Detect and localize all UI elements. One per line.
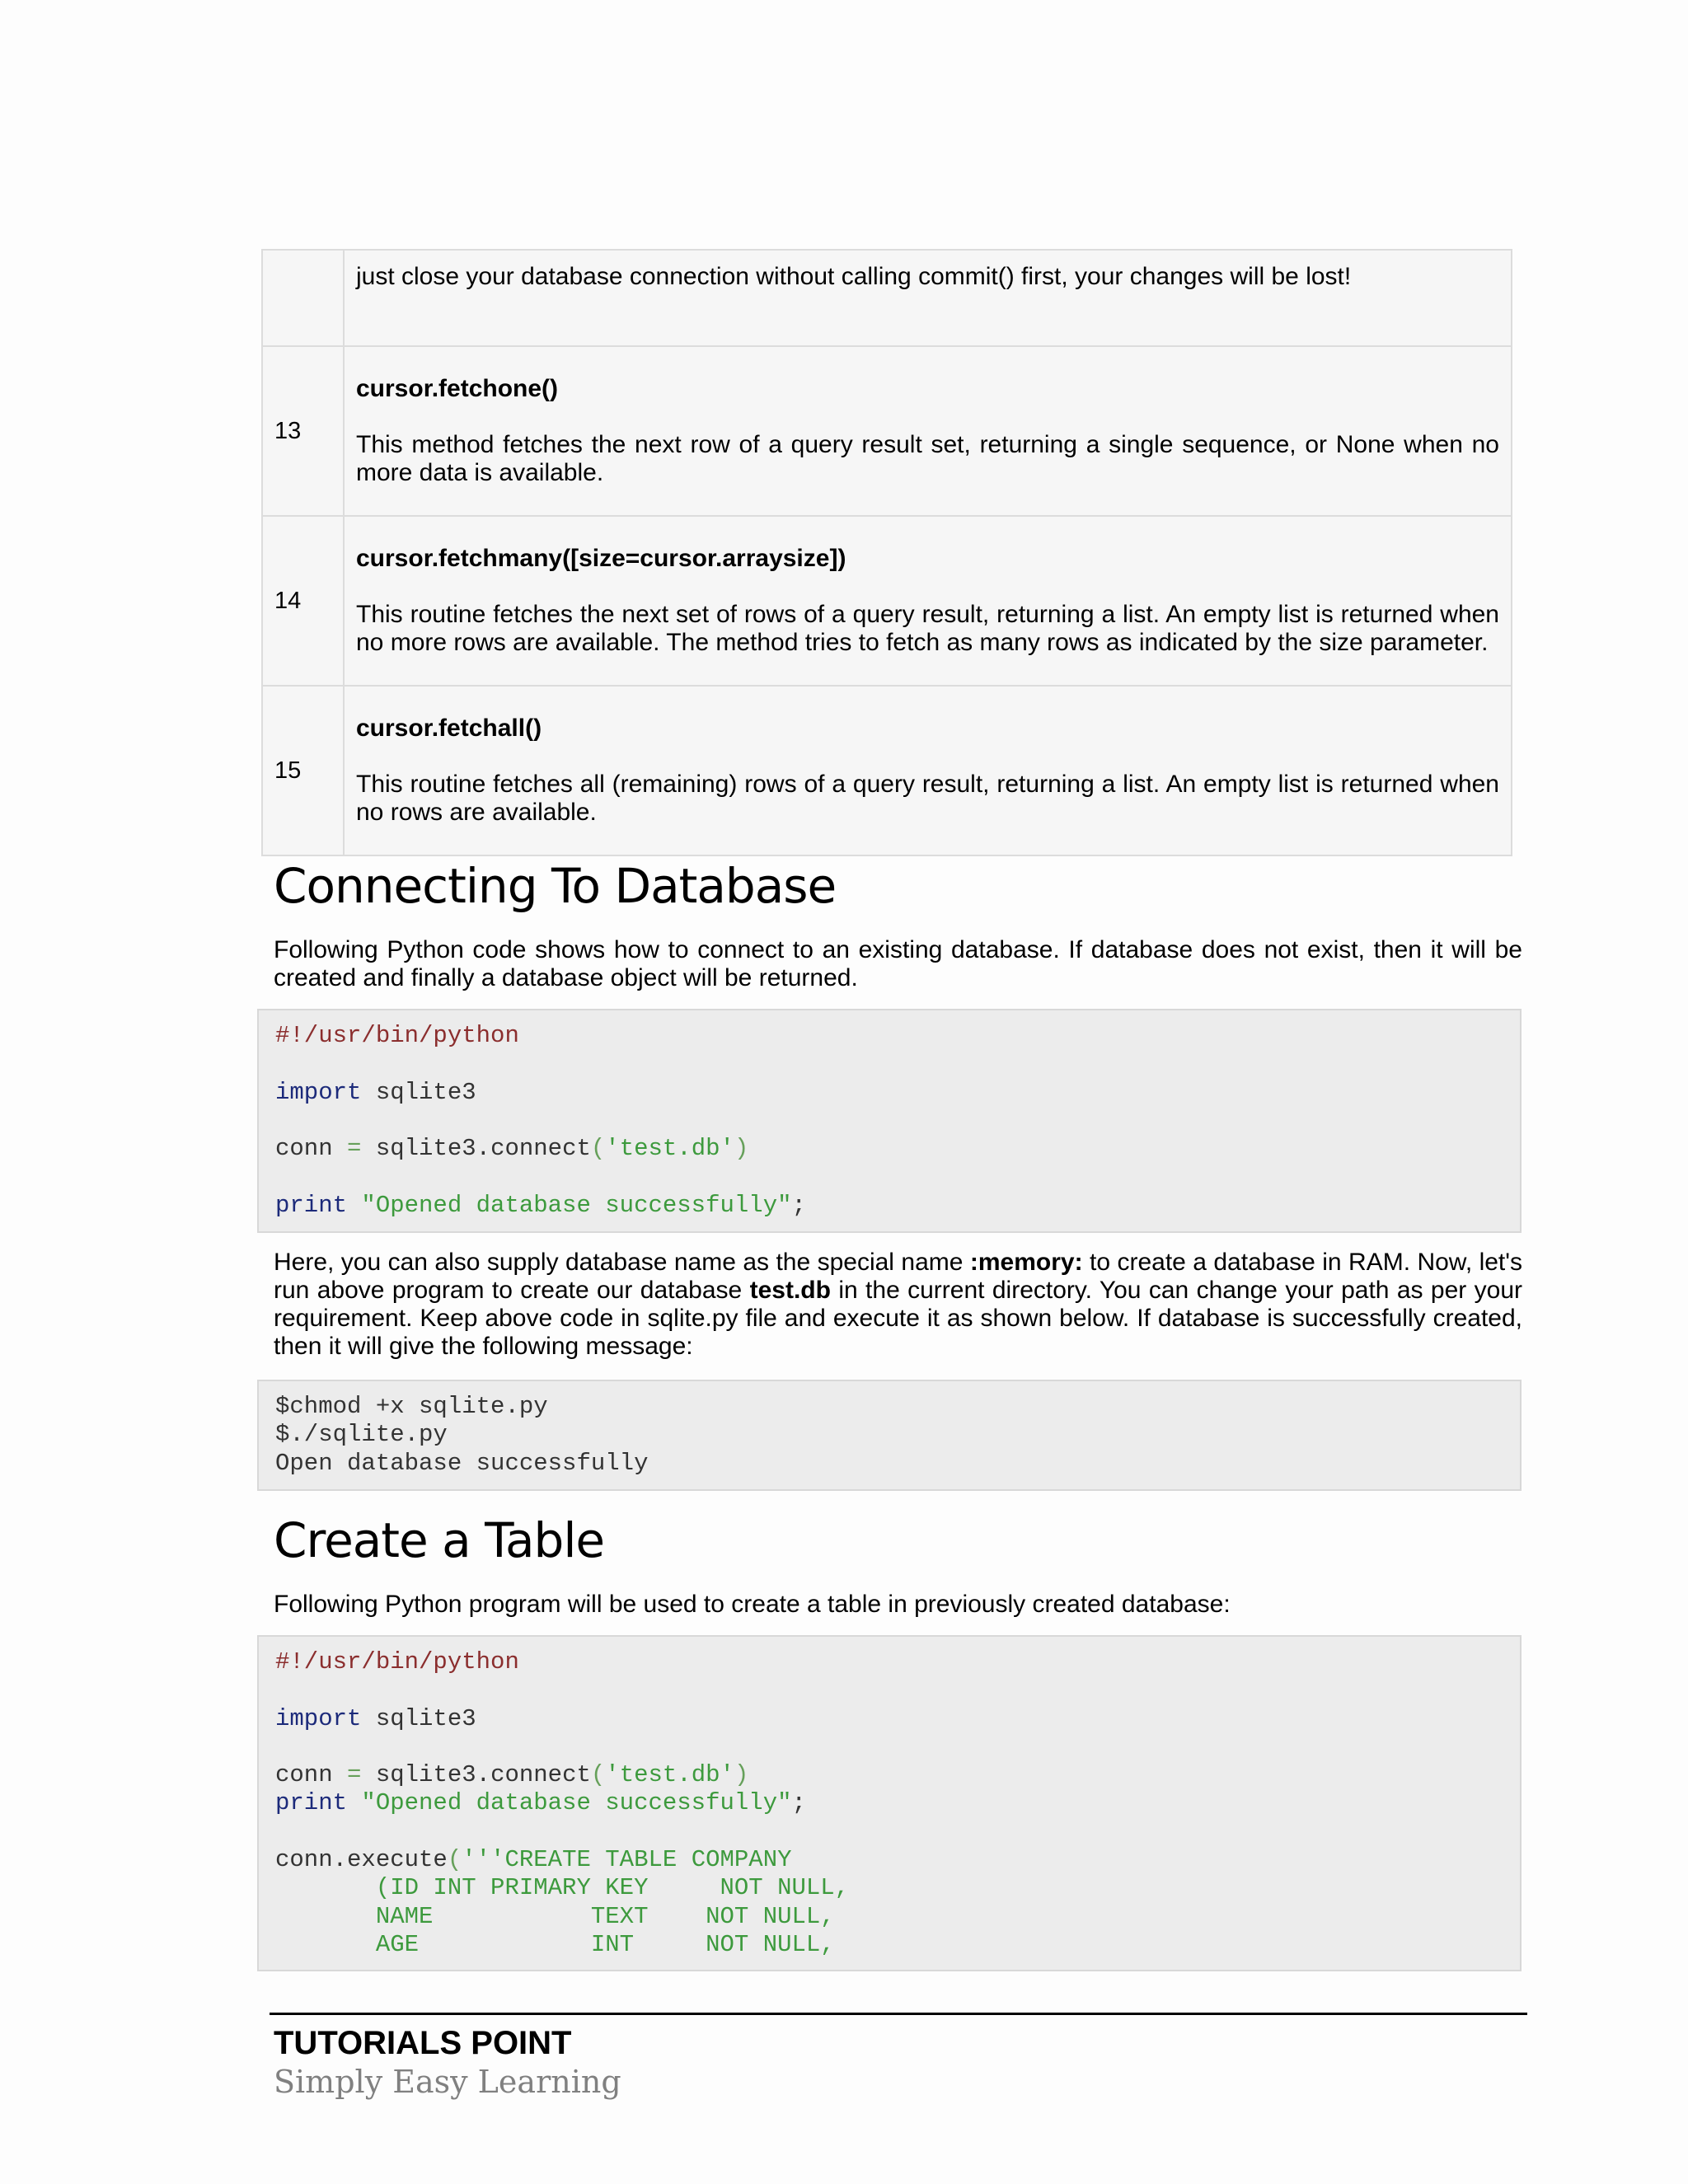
code-paren: (	[447, 1846, 462, 1874]
create-intro-paragraph: Following Python program will be used to create a table in previously created database:	[274, 1591, 1231, 1618]
code-semicolon: ;	[791, 1191, 806, 1219]
code-shebang: #!/usr/bin/python	[275, 1022, 519, 1049]
code-sql-line: (ID INT PRIMARY KEY NOT NULL,	[275, 1874, 850, 1902]
code-string: "Opened database successfully"	[347, 1191, 792, 1219]
code-function-call: sqlite3.connect	[375, 1761, 591, 1789]
code-paren: )	[734, 1135, 749, 1163]
row-number: 13	[262, 346, 344, 516]
memory-keyword: :memory:	[969, 1249, 1083, 1276]
explanation-text: to create a database in RAM. Now, let's run above program to create our database	[274, 1249, 1522, 1304]
code-paren: (	[590, 1135, 606, 1163]
code-variable: conn	[275, 1135, 333, 1163]
code-function-call: sqlite3.connect	[375, 1135, 591, 1163]
table-row	[262, 516, 1512, 686]
explanation-text: Here, you can also supply database name as the special name	[274, 1249, 970, 1276]
create-table-code-block	[257, 1635, 1522, 1971]
method-name: cursor.fetchmany([size=cursor.arraysize])	[356, 545, 846, 572]
code-string: 'test.db'	[605, 1761, 734, 1789]
code-string: 'test.db'	[605, 1135, 734, 1163]
code-string: "Opened database successfully"	[347, 1789, 792, 1817]
connect-explanation-paragraph	[274, 1249, 1522, 1361]
footer-brand: TUTORIALS POINT	[274, 2025, 572, 2061]
code-variable: conn	[275, 1761, 333, 1789]
table-row	[262, 686, 1512, 855]
row-number: 15	[262, 686, 344, 855]
code-keyword-print: print	[275, 1789, 348, 1817]
table-row	[262, 250, 1512, 346]
code-sql-line: '''CREATE TABLE COMPANY	[462, 1846, 792, 1874]
row-number: 14	[262, 516, 344, 686]
code-module: sqlite3	[361, 1078, 476, 1106]
row-number-cell	[262, 250, 344, 346]
code-keyword-print: print	[275, 1191, 348, 1219]
code-semicolon: ;	[791, 1789, 806, 1817]
code-sql-line: AGE INT NOT NULL,	[275, 1930, 835, 1958]
section-heading-create: Create a Table	[274, 1512, 605, 1568]
code-module: sqlite3	[361, 1704, 476, 1732]
code-function-call: conn.execute	[275, 1846, 448, 1874]
method-name: cursor.fetchone()	[356, 375, 559, 402]
row-continuation-text: just close your database connection without calling commit() first, your changes will be lost!	[344, 250, 1512, 346]
connect-intro-paragraph: Following Python code shows how to connect to an existing database. If database does not exist, then it will be created and finally a database object will be returned.	[274, 936, 1522, 991]
database-filename: test.db	[749, 1277, 831, 1304]
code-shebang: #!/usr/bin/python	[275, 1648, 519, 1675]
shell-line: $chmod +x sqlite.py	[275, 1393, 548, 1420]
code-keyword-import: import	[275, 1704, 362, 1732]
connect-code-block	[257, 1009, 1522, 1233]
method-name: cursor.fetchall()	[356, 715, 542, 742]
shell-line: $./sqlite.py	[275, 1421, 448, 1449]
row-body	[344, 686, 1512, 855]
method-description: This routine fetches all (remaining) rows of a query result, returning a list. An empty list is returned when no rows are available.	[356, 771, 1499, 826]
methods-table	[261, 249, 1512, 856]
row-body	[344, 516, 1512, 686]
code-keyword-import: import	[275, 1078, 362, 1106]
code-paren: (	[590, 1761, 606, 1789]
code-operator: =	[332, 1135, 376, 1163]
code-sql-line: NAME TEXT NOT NULL,	[275, 1902, 835, 1930]
method-description: This routine fetches the next set of rows of a query result, returning a list. An empty list is returned when no more rows are available. The method tries to fetch as many rows as indicated by the size parameter.	[356, 601, 1499, 656]
footer-divider	[270, 2013, 1527, 2015]
shell-output-block	[257, 1380, 1522, 1491]
code-operator: =	[332, 1761, 376, 1789]
shell-line: Open database successfully	[275, 1449, 649, 1477]
footer-tagline: Simply Easy Learning	[274, 2064, 621, 2100]
section-heading-connect: Connecting To Database	[274, 858, 837, 914]
explanation-text: in the current directory. You can change your path as per your requirement. Keep above code in sqlite.py file and execute it as shown below. If database is successfully created, then it will give the following message:	[274, 1277, 1522, 1360]
table-row	[262, 346, 1512, 516]
code-paren: )	[734, 1761, 749, 1789]
row-body	[344, 346, 1512, 516]
method-description: This method fetches the next row of a query result set, returning a single sequence, or None when no more data is available.	[356, 431, 1499, 486]
